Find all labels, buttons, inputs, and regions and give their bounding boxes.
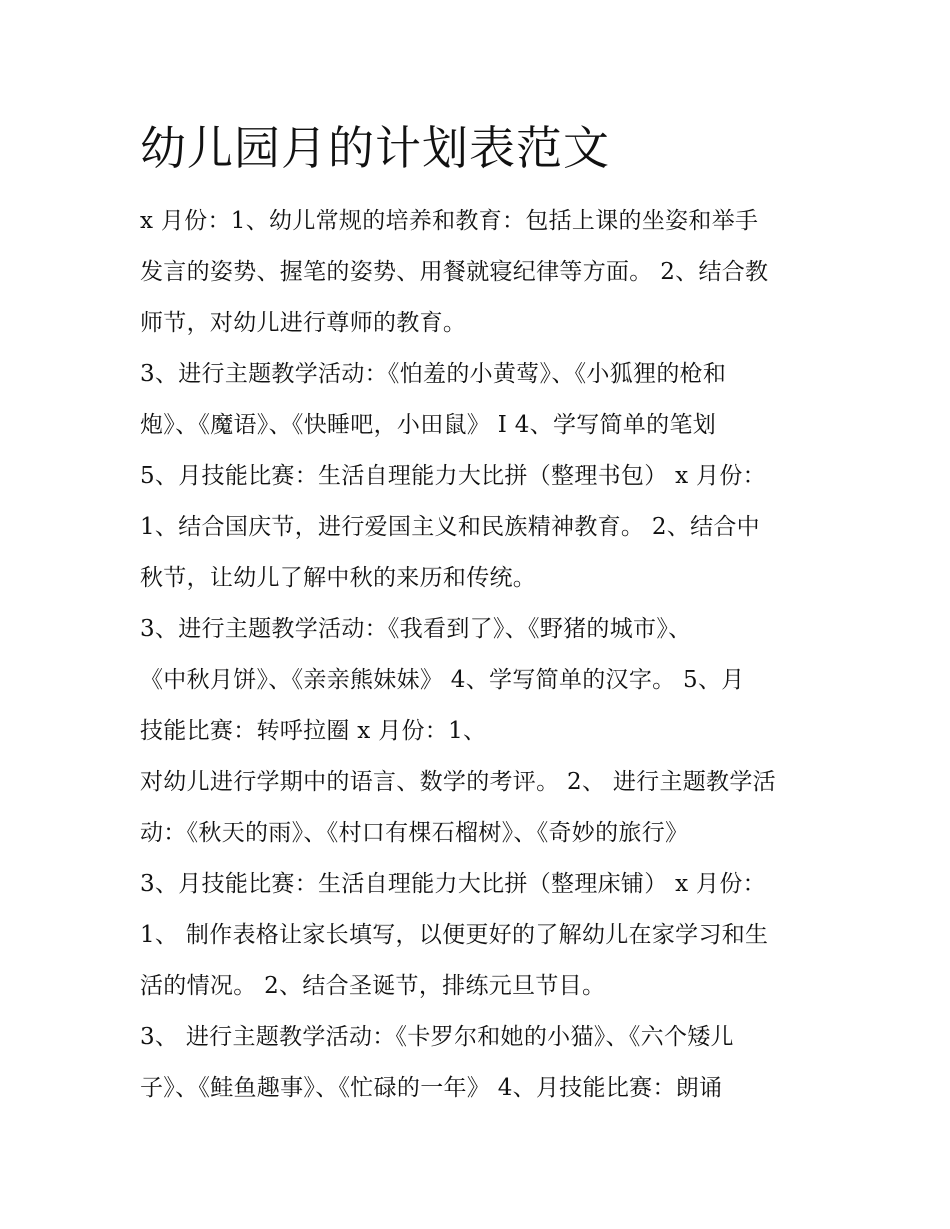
text-line: 动：《秋天的雨》、《村口有棵石榴树》、《奇妙的旅行》 [140,820,689,846]
text-line: 师节，对幼儿进行尊师的教育。 [140,310,467,336]
text-line: 3、月技能比赛：生活自理能力大比拼（整理床铺） x 月份： [140,871,766,897]
document-body [140,196,820,1114]
text-line: 炮》、《魔语》、《快睡吧，小田鼠》 I 4、学写简单的笔划 [140,412,717,438]
text-line: 活的情况。 2、结合圣诞节，排练元旦节目。 [140,973,606,999]
page-title: 幼儿园月的计划表范文 [140,121,610,175]
text-line: 技能比赛：转呼拉圈 x 月份：1、 [140,718,487,744]
text-line: 秋节，让幼儿了解中秋的来历和传统。 [140,565,537,591]
text-line: 《中秋月饼》、《亲亲熊妹妹》 4、学写简单的汉字。 5、月 [140,667,745,693]
text-line: 对幼儿进行学期中的语言、数学的考评。 2、 进行主题教学活 [140,769,776,795]
text-line: 5、月技能比赛：生活自理能力大比拼（整理书包） x 月份： [140,463,766,489]
text-line: 发言的姿势、握笔的姿势、用餐就寝纪律等方面。 2、结合教 [140,259,769,285]
text-line: 1、 制作表格让家长填写，以便更好的了解幼儿在家学习和生 [140,922,769,948]
text-line: x 月份：1、幼儿常规的培养和教育：包括上课的坐姿和举手 [140,208,759,234]
text-line: 3、进行主题教学活动：《我看到了》、《野猪的城市》、 [140,616,692,642]
text-line: 3、 进行主题教学活动：《卡罗尔和她的小猫》、《六个矮儿 [140,1024,734,1050]
text-line: 1、结合国庆节，进行爱国主义和民族精神教育。 2、结合中 [140,514,760,540]
text-line: 3、进行主题教学活动：《怕羞的小黄莺》、《小狐狸的枪和 [140,361,727,387]
text-line: 子》、《鲑鱼趣事》、《忙碌的一年》 4、月技能比赛：朗诵 [140,1075,723,1101]
